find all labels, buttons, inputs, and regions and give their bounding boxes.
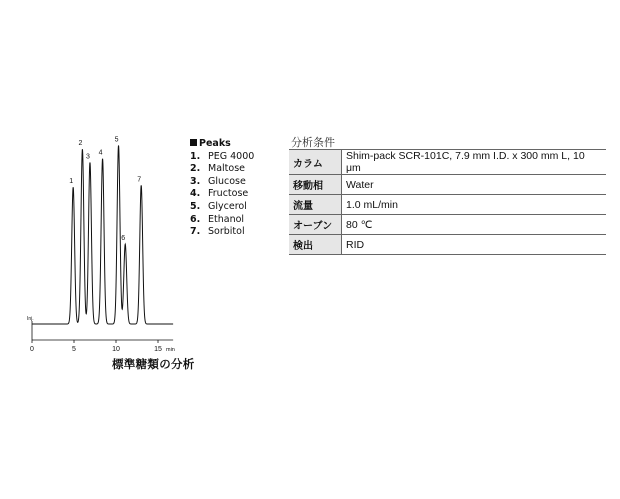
legend-item-number: 2.	[190, 163, 201, 175]
legend-item	[190, 201, 254, 214]
x-tick-label: 15	[154, 346, 162, 353]
legend-item-number: 7.	[190, 226, 201, 238]
legend-item-label: Ethanol	[208, 213, 245, 225]
table-row	[289, 150, 606, 175]
injection-label: Inj.	[27, 316, 34, 322]
table-row	[289, 235, 606, 255]
legend-item-label: Maltose	[208, 163, 245, 175]
signal-trace	[32, 145, 173, 324]
x-tick-label: 5	[72, 346, 76, 353]
legend-item	[190, 188, 254, 201]
legend-item	[190, 226, 254, 239]
legend-item-number: 5.	[190, 200, 201, 212]
condition-key: オーブン	[289, 215, 342, 235]
legend-item	[190, 163, 254, 176]
chromatogram-chart	[22, 128, 182, 360]
legend-item-label: PEG 4000	[208, 150, 255, 162]
peak-label: 5	[114, 136, 119, 144]
condition-value: RID	[342, 235, 607, 255]
legend-item-number: 1.	[190, 150, 201, 162]
peaks-legend	[190, 138, 254, 239]
legend-item-number: 6.	[190, 213, 201, 225]
peak-label: 3	[86, 153, 90, 161]
condition-key: 検出	[289, 235, 342, 255]
legend-item	[190, 214, 254, 227]
condition-value: Water	[342, 175, 607, 195]
condition-key: 流量	[289, 195, 342, 215]
peak-label: 7	[137, 176, 142, 184]
legend-title: Peaks	[190, 138, 254, 151]
legend-item-label: Sorbitol	[208, 226, 245, 238]
condition-key: カラム	[289, 150, 342, 175]
condition-key: 移動相	[289, 175, 342, 195]
conditions-title: 分析条件	[291, 136, 335, 149]
peak-label: 1	[69, 178, 74, 186]
legend-item-label: Glucose	[208, 175, 246, 187]
legend-item-number: 3.	[190, 175, 201, 187]
table-row	[289, 175, 606, 195]
legend-item-label: Fructose	[208, 188, 249, 200]
legend-item	[190, 151, 254, 164]
x-tick-label: 10	[112, 346, 120, 353]
legend-item-number: 4.	[190, 188, 201, 200]
peak-label: 6	[121, 235, 126, 243]
peak-label: 4	[98, 149, 103, 157]
condition-value: 1.0 mL/min	[342, 195, 607, 215]
conditions-table	[289, 149, 606, 255]
condition-value: Shim-pack SCR-101C, 7.9 mm I.D. x 300 mm L, 10 μm	[342, 150, 607, 175]
legend-item-label: Glycerol	[208, 200, 247, 212]
table-row	[289, 195, 606, 215]
legend-item	[190, 176, 254, 189]
x-unit-label: min	[166, 347, 175, 353]
x-tick-label: 0	[30, 346, 34, 353]
condition-value: 80 ℃	[342, 215, 607, 235]
peak-label: 2	[78, 140, 83, 148]
table-row	[289, 215, 606, 235]
chart-title: 標準糖類の分析	[112, 357, 195, 371]
